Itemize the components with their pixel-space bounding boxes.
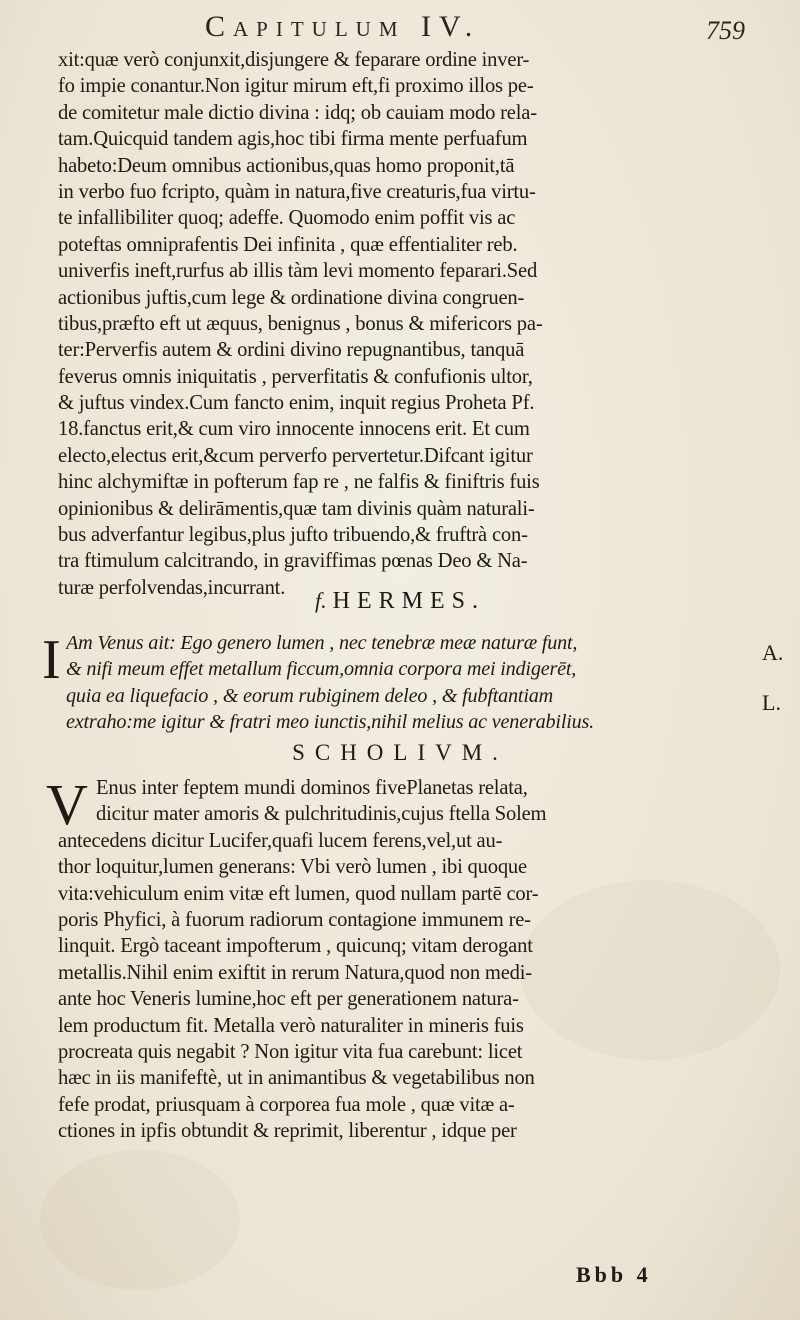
text-line: ante hoc Veneris lumine,hoc eft per generationem natura-	[58, 988, 519, 1011]
text-line: vita:vehiculum enim vitæ eft lumen, quod nullam partē cor-	[58, 882, 539, 905]
text-line: te infallibiliter quoq; adeffe. Quomodo enim poffit vis ac	[58, 207, 516, 230]
text-line: poteftas omniprafentis Dei infinita , quæ effentialiter reb.	[58, 233, 518, 256]
paragraph-1	[58, 47, 770, 601]
text-line: metallis.Nihil enim exiftit in rerum Natura,quod non medi-	[58, 961, 532, 984]
paper-stain	[40, 1150, 240, 1290]
text-line: univerfis ineft,rurfus ab illis tàm levi momento feparari.Sed	[58, 260, 538, 283]
paragraph-dropcap: V	[46, 772, 88, 837]
section-heading	[0, 588, 800, 615]
text-line: fefe prodat, priusquam à corporea fua mole , quæ vitæ a-	[58, 1093, 515, 1116]
text-line: linquit. Ergò taceant impofterum , quicunq; vitam derogant	[58, 935, 533, 958]
text-line: fo impie conantur.Non igitur mirum eft,fi proximo illos pe-	[58, 75, 534, 98]
text-line: & juftus vindex.Cum fancto enim, inquit regius Proheta Pf.	[58, 392, 535, 415]
text-line: bus adverfantur legibus,plus jufto tribuendo,& fruftrà con-	[58, 524, 528, 547]
text-line: 18.fanctus erit,& cum viro innocente innocens erit. Et cum	[58, 418, 530, 441]
section-title: HERMES.	[332, 588, 485, 614]
text-line: poris Phyfici, à fuorum radiorum contagione immunem re-	[58, 908, 531, 931]
scholium-heading: SCHOLIVM.	[292, 740, 508, 765]
text-line: hæc in iis manifeftè, ut in animantibus & vegetabilibus non	[58, 1067, 535, 1090]
text-line: tam.Quicquid tandem agis,hoc tibi firma mente perfuafum	[58, 128, 528, 151]
text-line: habeto:Deum omnibus actionibus,quas homo proponit,tā	[58, 154, 515, 177]
text-line: thor loquitur,lumen generans: Vbi verò lumen , ibi quoque	[58, 856, 527, 879]
text-line: lem productum fit. Metalla verò naturaliter in mineris fuis	[58, 1014, 524, 1037]
quote-line: quia ea liquefacio , & eorum rubiginem deleo , & fubftantiam	[66, 684, 554, 707]
text-line: electo,electus erit,&cum perverfo pervertetur.Difcant igitur	[58, 444, 533, 467]
quote-dropcap: I	[42, 629, 61, 691]
page-number: 759	[706, 16, 745, 45]
quote-line: & nifi meum effet metallum ficcum,omnia corpora mei indigerēt,	[66, 658, 577, 681]
margin-note: A.	[762, 640, 784, 665]
text-line: procreata quis negabit ? Non igitur vita fua carebunt: licet	[58, 1040, 523, 1063]
quote-line: extraho:me igitur & fratri meo iunctis,nihil melius ac venerabilius.	[66, 711, 595, 734]
text-line: in verbo fuo fcripto, quàm in natura,five creaturis,fua virtu-	[58, 180, 536, 203]
text-line: feverus omnis iniquitatis , perverfitatis & confufionis ultor,	[58, 365, 533, 388]
text-line: antecedens dicitur Lucifer,quafi lucem ferens,vel,ut au-	[58, 829, 503, 852]
margin-note: L.	[762, 690, 781, 715]
text-line: actionibus juftis,cum lege & ordinatione divina congruen-	[58, 286, 525, 309]
text-line: ter:Perverfis autem & ordini divino repugnantibus, tanquā	[58, 339, 525, 362]
quote-text	[66, 630, 756, 736]
running-head: Capitulum IV.	[205, 10, 481, 43]
text-line: dicitur mater amoris & pulchritudinis,cujus ftella Solem	[96, 803, 547, 826]
text-line: tibus,præfto eft ut æquus, benignus , bonus & mifericors pa-	[58, 312, 543, 335]
text-line: turæ perfolvendas,incurrant.	[58, 576, 286, 599]
quote-line: Am Venus ait: Ego genero lumen , nec tenebræ meæ naturæ funt,	[66, 632, 578, 654]
paragraph-2-text	[58, 775, 776, 1144]
text-line: Enus inter feptem mundi dominos fivePlanetas relata,	[96, 777, 528, 799]
text-line: opinionibus & delirāmentis,quæ tam divinis quàm naturali-	[58, 497, 535, 520]
text-line: ctiones in ipfis obtundit & reprimit, liberentur , idque per	[58, 1120, 517, 1143]
text-line: hinc alchymiftæ in pofterum fap re , ne falfis & finiftris fuis	[58, 471, 540, 494]
text-line: tra ftimulum calcitrando, in graviffimas pœnas Deo & Na-	[58, 550, 528, 573]
text-line: de comitetur male dictio divina : idq; ob cauiam modo rela-	[58, 101, 537, 124]
text-line: xit:quæ verò conjunxit,disjungere & feparare ordine inver-	[58, 49, 530, 71]
heading-mark: f.	[315, 588, 327, 613]
signature-mark: Bbb 4	[576, 1262, 652, 1287]
